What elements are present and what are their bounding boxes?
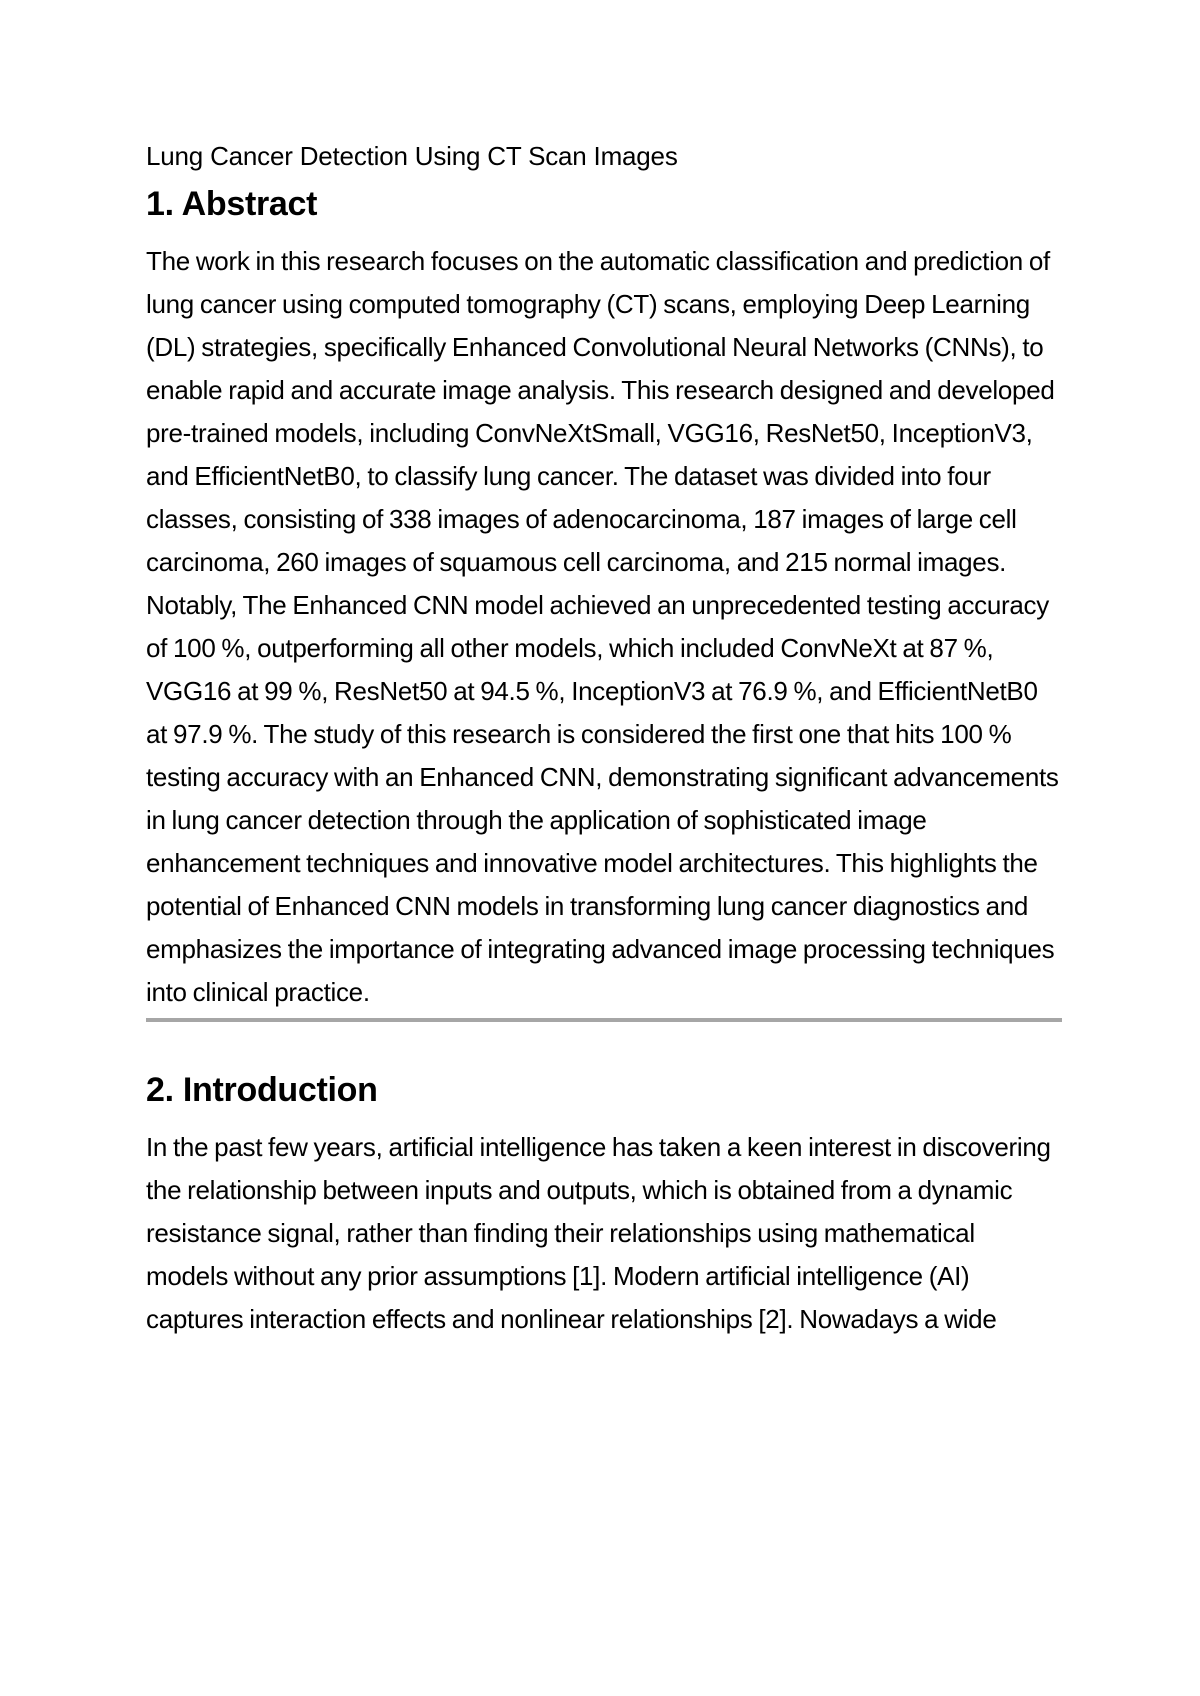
- abstract-body: The work in this research focuses on the automatic classification and prediction of lung cancer using computed tomography (CT) scans, employing Deep Learning (DL) strategies, specifically Enhanced Convolutional Neural Networks (CNNs), to enable rapid and accurate image analysis. This research designed and developed pre-trained models, including ConvNeXtSmall, VGG16, ResNet50, InceptionV3, and EfficientNetB0, to classify lung cancer. The dataset was divided into four classes, consisting of 338 images of adenocarcinoma, 187 images of large cell carcinoma, 260 images of squamous cell carcinoma, and 215 normal images. Notably, The Enhanced CNN model achieved an unprecedented testing accuracy of 100 %, outperforming all other models, which included ConvNeXt at 87 %, VGG16 at 99 %, ResNet50 at 94.5 %, InceptionV3 at 76.9 %, and EfficientNetB0 at 97.9 %. The study of this research is considered the first one that hits 100 % testing accuracy with an Enhanced CNN, demonstrating significant advancements in lung cancer detection through the application of sophisticated image enhancement techniques and innovative model architectures. This highlights the potential of Enhanced CNN models in transforming lung cancer diagnostics and emphasizes the importance of integrating advanced image processing techniques into clinical practice.: [146, 246, 1059, 1007]
- introduction-body: In the past few years, artificial intelligence has taken a keen interest in discovering the relationship between inputs and outputs, which is obtained from a dynamic resistance signal, rather than finding their relationships using mathematical models without any prior assumptions [1]. Modern artificial intelligence (AI) captures interaction effects and nonlinear relationships [2]. Nowadays a wide: [146, 1132, 1051, 1334]
- section-divider: [146, 1018, 1062, 1022]
- document-page: [146, 140, 1062, 1341]
- abstract-heading: 1. Abstract: [146, 185, 318, 223]
- introduction-section: [146, 1068, 1062, 1341]
- introduction-heading: 2. Introduction: [146, 1071, 378, 1109]
- abstract-section: [146, 182, 1062, 1018]
- document-title: Lung Cancer Detection Using CT Scan Images: [146, 141, 678, 171]
